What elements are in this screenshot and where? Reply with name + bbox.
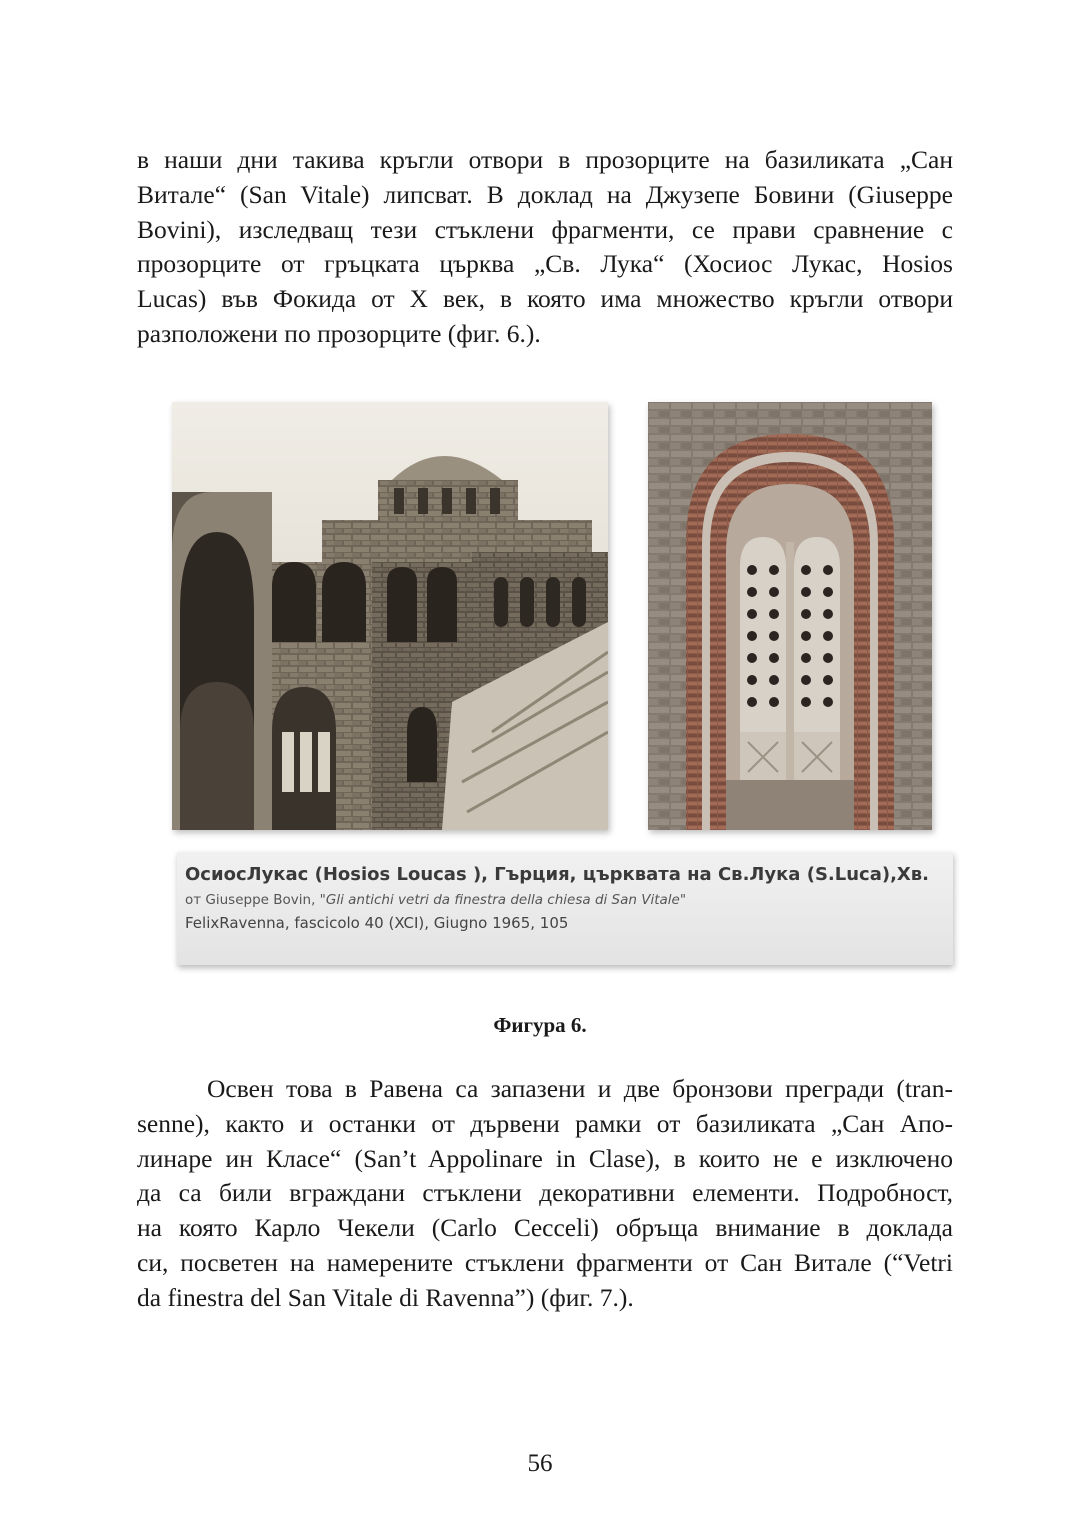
arched-window-photo [648,402,932,830]
text-line: da finestra del San Vitale di Ravenna”) (фиг. 7.). [137,1282,634,1312]
text-line: разположени по прозорците (фиг. 6.). [137,318,541,348]
text-line: си, посветен на намерените стъклени фрагменти от Сан Витале (“Vetri [137,1247,953,1277]
page-number: 56 [527,1450,553,1477]
caption-line-3: FelixRavenna, fascicolo 40 (XCI), Giugno 1965, 105 [185,914,569,932]
window-illustration [648,402,932,830]
text-line: Bovini), изследващ тези стъклени фрагменти, се прави сравнение с [137,214,953,244]
text-line: да са били вграждани стъклени декоративни елементи. Подробност, [137,1178,953,1208]
caption-source-title: "Gli antichi vetri da finestra della chiesa di San Vitale" [319,892,687,908]
text-line: Lucas) във Фокида от X век, в която има множество кръгли отвори [137,284,953,314]
text-line: Витале“ (San Vitale) липсват. В доклад на Джузепе Бовини (Giuseppe [137,179,953,209]
paragraph-2 [137,1072,953,1316]
figure-title: Фигура 6. [493,1013,587,1037]
text-line: senne), както и останки от дървени рамки от базиликата „Сан Апо- [137,1108,953,1138]
text-line: в наши дни такива кръгли отвори в прозорците на базиликата „Сан [137,145,953,174]
figure-6 [172,402,952,972]
caption-line-1: ОсиосЛукас (Hosios Loucas ), Гърция, църквата на Св.Лука (S.Luca),Хв. [185,864,930,885]
church-exterior-photo [172,402,608,830]
text-line: линаре ин Класе“ (San’t Appolinare in Clase), в които не е изключено [137,1143,953,1173]
paragraph-1 [137,143,953,352]
figure-caption-box [177,852,953,965]
text-line: Освен това в Равена са запазени и две бронзови прегради (tran- [207,1074,953,1103]
caption-source-prefix: от Giuseppe Bovin, [185,892,320,908]
caption-line-2 [185,892,686,908]
church-illustration [172,402,608,830]
text-line: прозорците от гръцката църква „Св. Лука“ (Хосиос Лукас, Hosios [137,249,953,279]
text-line: на която Карло Чекели (Carlo Cecceli) обръща внимание в доклада [137,1213,953,1243]
